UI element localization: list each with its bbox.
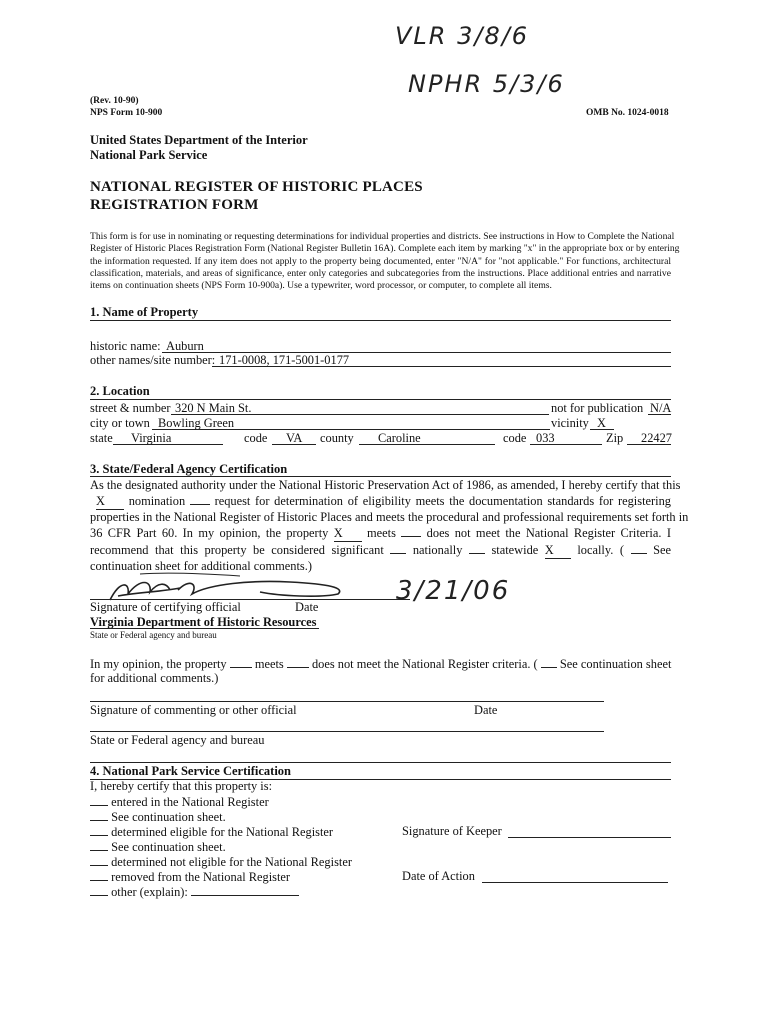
nationally-checkbox[interactable]	[390, 542, 406, 554]
opinion-line	[90, 656, 671, 672]
divider	[90, 762, 671, 763]
nps-item-eligible	[90, 824, 333, 840]
continuation-1-label: See continuation sheet.	[111, 810, 226, 824]
divider	[90, 399, 671, 400]
street-value[interactable]: 320 N Main St.	[175, 401, 252, 415]
county-code-field-line	[530, 444, 602, 445]
certifying-signature-label: Signature of certifying official	[90, 600, 241, 614]
county-label: county	[320, 431, 354, 445]
locally-label: locally. (	[577, 543, 624, 557]
nps-item-other	[90, 884, 299, 900]
certification-line-4	[90, 525, 671, 542]
request-checkbox[interactable]	[190, 493, 210, 505]
certification-line-3: properties in the National Register of Historic Places and meets the procedural and professional requirements set forth in	[90, 510, 689, 524]
entered-checkbox[interactable]	[90, 794, 108, 806]
department-name: United States Department of the Interior	[90, 133, 308, 147]
certification-line-1: As the designated authority under the National Historic Preservation Act of 1986, as amended, I hereby certify that this	[90, 478, 681, 492]
agency-field-line	[90, 628, 319, 629]
locally-checkbox[interactable]: X	[545, 543, 571, 559]
meets-checkbox[interactable]: X	[334, 526, 362, 542]
handwritten-note-nhr: NPHR 5/3/6	[408, 70, 565, 98]
zip-field-line	[627, 444, 671, 445]
nps-intro: I, hereby certify that this property is:	[90, 779, 273, 793]
certification-line-2	[90, 493, 671, 510]
opinion-meets-checkbox[interactable]	[230, 656, 252, 668]
instruction-line: the information requested. If any item does not apply to the property being documented, enter "N/A" for "not applicable." For functions, architectural	[90, 255, 671, 267]
eligible-checkbox[interactable]	[90, 824, 108, 836]
certification-paragraph	[90, 478, 689, 574]
nps-item-continuation-2	[90, 839, 226, 855]
opinion-comments-label: for additional comments.)	[90, 671, 219, 685]
not-for-publication-value[interactable]: N/A	[650, 401, 672, 415]
instruction-line: items on continuation sheets (NPS Form 10-900a). Use a typewriter, word processor, or computer, to complete all items.	[90, 280, 552, 292]
zip-label: Zip	[606, 431, 624, 445]
other-explain-field[interactable]	[191, 884, 299, 896]
meets-label: meets	[367, 526, 396, 540]
certifying-date-label: Date	[295, 600, 319, 614]
opinion-meets-label: meets	[254, 657, 284, 671]
other-names-field-line	[212, 366, 671, 367]
statewide-label: statewide	[491, 543, 539, 557]
county-field-line	[359, 444, 495, 445]
commenting-signature-label: Signature of commenting or other official	[90, 703, 297, 717]
see-continuation-checkbox[interactable]	[631, 542, 647, 554]
zip-value[interactable]: 22427	[641, 431, 672, 445]
agency-name[interactable]: Virginia Department of Historic Resources	[90, 615, 317, 629]
nps-item-entered	[90, 794, 269, 810]
section-4-title: 4. National Park Service Certification	[90, 764, 291, 778]
vicinity-value[interactable]: X	[597, 416, 606, 430]
nps-item-not-eligible	[90, 854, 352, 870]
section-2-title: 2. Location	[90, 384, 150, 398]
significance-label: recommend that this property be considered significant	[90, 543, 384, 557]
does-not-meet-label: does not meet the National Register Criteria. I	[426, 526, 671, 540]
state-field-line	[113, 444, 223, 445]
state-value[interactable]: Virginia	[131, 431, 172, 445]
instruction-line: This form is for use in nominating or requesting determinations for individual properties and districts. See instructions in How to Complete the National	[90, 231, 675, 242]
request-label: request for determination of eligibility meets the documentation standards for registering	[214, 494, 671, 508]
city-label: city or town	[90, 416, 150, 430]
vicinity-label: vicinity	[551, 416, 589, 430]
not-for-publication-label: not for publication	[551, 401, 644, 415]
date-of-action-field[interactable]	[482, 882, 668, 883]
certification-line-5	[90, 542, 671, 559]
state-code-field-line	[272, 444, 316, 445]
other-label: other (explain):	[111, 885, 188, 899]
other-checkbox[interactable]	[90, 884, 108, 896]
historic-name-value[interactable]: Auburn	[166, 339, 204, 353]
other-names-label: other names/site number:	[90, 353, 216, 367]
street-label: street & number	[90, 401, 171, 415]
opinion-continuation-checkbox[interactable]	[541, 656, 557, 668]
nomination-checkbox[interactable]: X	[96, 494, 124, 510]
not-eligible-checkbox[interactable]	[90, 854, 108, 866]
agency-bureau-label: State or Federal agency and bureau	[90, 733, 265, 747]
nps-item-continuation-1	[90, 809, 226, 825]
nomination-label: nomination	[128, 494, 186, 508]
state-code-label: code	[244, 431, 268, 445]
certification-line-6: continuation sheet for additional comments.)	[90, 559, 312, 573]
handwritten-note-vlr: VLR 3/8/6	[395, 22, 530, 50]
historic-name-label: historic name:	[90, 339, 161, 353]
nps-item-removed	[90, 869, 290, 885]
agency-caption: State or Federal agency and bureau	[90, 630, 217, 640]
opinion-does-not-meet-label: does not meet the National Register criteria. (	[311, 657, 538, 671]
section-3-title: 3. State/Federal Agency Certification	[90, 462, 288, 476]
opinion-label: 36 CFR Part 60. In my opinion, the property	[90, 526, 329, 540]
does-not-meet-checkbox[interactable]	[401, 525, 421, 537]
county-code-label: code	[503, 431, 527, 445]
agency-bureau-line[interactable]	[90, 731, 604, 732]
form-number: NPS Form 10-900	[90, 108, 163, 118]
instruction-line: Register of Historic Places Registration Form (National Register Bulletin 16A). Complete each item by marking "x" in the appropriate box or by entering	[90, 243, 680, 255]
city-field-line	[152, 429, 550, 430]
statewide-checkbox[interactable]	[469, 542, 485, 554]
not-for-publication-field-line	[648, 414, 671, 415]
not-eligible-label: determined not eligible for the National Register	[111, 855, 352, 869]
removed-checkbox[interactable]	[90, 869, 108, 881]
county-value[interactable]: Caroline	[378, 431, 421, 445]
signature-date-handwritten: 3/21/06	[396, 576, 511, 606]
opinion-does-not-meet-checkbox[interactable]	[287, 656, 309, 668]
see-label: See	[653, 543, 671, 557]
form-subtitle: REGISTRATION FORM	[90, 197, 259, 213]
state-label: state	[90, 431, 113, 445]
continuation-2-checkbox[interactable]	[90, 839, 108, 851]
form-revision: (Rev. 10-90)	[90, 96, 139, 106]
other-names-value[interactable]: 171-0008, 171-5001-0177	[219, 353, 350, 367]
keeper-signature-label: Signature of Keeper	[402, 824, 502, 838]
vicinity-field-line	[590, 429, 614, 430]
county-code-value[interactable]: 033	[536, 431, 555, 445]
commenting-date-label: Date	[474, 703, 498, 717]
commenting-signature-line[interactable]	[90, 701, 604, 702]
entered-label: entered in the National Register	[111, 795, 269, 809]
removed-label: removed from the National Register	[111, 870, 291, 884]
divider	[90, 320, 671, 321]
keeper-signature-field[interactable]	[508, 837, 671, 838]
opinion-see-label: See continuation sheet	[559, 657, 672, 671]
form-title: NATIONAL REGISTER OF HISTORIC PLACES	[90, 179, 423, 195]
continuation-1-checkbox[interactable]	[90, 809, 108, 821]
instructions	[90, 231, 680, 292]
opinion-prefix: In my opinion, the property	[90, 657, 227, 671]
section-1-title: 1. Name of Property	[90, 305, 199, 319]
divider	[90, 476, 671, 477]
instruction-line: classification, materials, and areas of significance, enter only categories and subcategories from the instructions. Place additional entries and narrative	[90, 267, 671, 279]
omb-number: OMB No. 1024-0018	[586, 108, 669, 118]
street-field-line	[171, 414, 549, 415]
eligible-label: determined eligible for the National Register	[111, 825, 334, 839]
service-name: National Park Service	[90, 148, 208, 162]
state-code-value[interactable]: VA	[286, 431, 303, 445]
date-of-action-label: Date of Action	[402, 869, 475, 883]
city-value[interactable]: Bowling Green	[158, 416, 235, 430]
continuation-2-label: See continuation sheet.	[111, 840, 226, 854]
nationally-label: nationally	[412, 543, 463, 557]
